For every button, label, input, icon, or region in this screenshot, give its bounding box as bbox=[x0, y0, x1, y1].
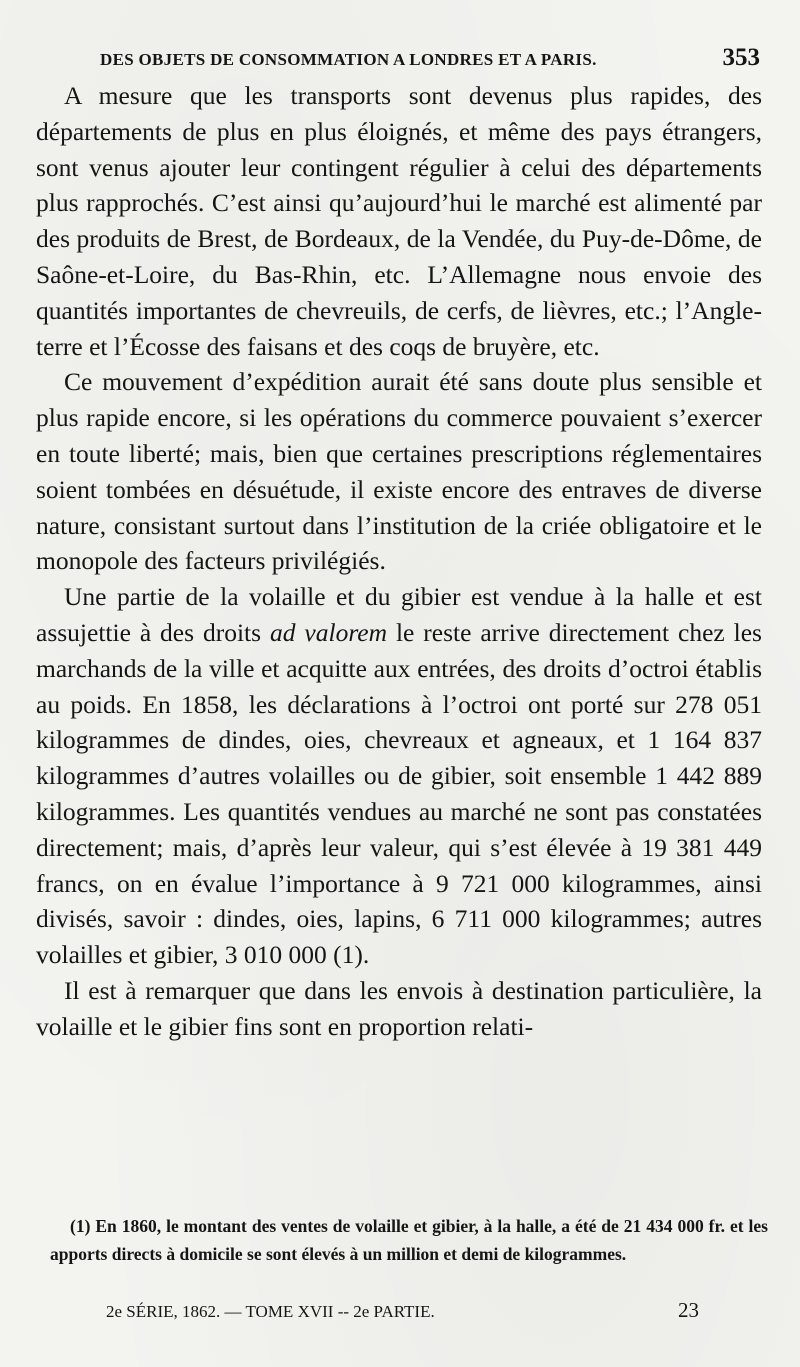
body-text bbox=[36, 78, 762, 1045]
signature-sheet-number: 23 bbox=[678, 1298, 699, 1322]
paragraph-1 bbox=[36, 78, 762, 364]
paragraph-3-text-after: le reste arrive directement chez les marchands de la ville et acquitte aux entrées, des droits d’octroi établis au poids. En 1858, les déclarations à l’octroi ont porté sur 278 051 kilogrammes de dindes, oies, chevreaux et agneaux, et 1 164 837 kilogrammes d’autres volailles ou de gibier, soit ensemble 1 442 889 kilogrammes. Les quantités vendues au marché ne sont pas constatées directement; mais, d’après leur valeur, qui s’est élevée à 19 381 449 francs, on en évalue l’importance à 9 721 000 kilogrammes, ainsi divisés, savoir : dindes, oies, lapins, 6 711 000 kilogrammes; autres volailles et gibier, 3 010 000 (1). bbox=[36, 617, 762, 970]
paragraph-4 bbox=[36, 973, 762, 1045]
paragraph-3-text-before: Une partie de la volaille et du gibier est vendue à la halle et est assujettie à des droits bbox=[36, 582, 762, 647]
footnote-text: (1) En 1860, le montant des ventes de volaille et gibier, à la halle, a été de 21 434 000 fr. et les apports directs à domicile se sont élevés à un million et demi de kilogrammes. bbox=[50, 1216, 768, 1264]
paragraph-4-text: Il est à remarquer que dans les envois à destination particulière, la volaille et le gibier fins sont en proportion relati- bbox=[36, 975, 762, 1041]
signature-series: 2e SÉRIE, 1862. — TOME XVII -- 2e PARTIE. bbox=[106, 1302, 435, 1321]
printer-signature bbox=[106, 1302, 706, 1332]
paragraph-1-text: A mesure que les transports sont devenus plus rapides, des départements de plus en plus éloignés, et même des pays étrangers, sont venus ajouter leur contingent régulier à celui des départements plus rapprochés. C’est ainsi qu’aujourd’hui le marché est alimenté par des produits de Brest, de Bordeaux, de la Vendée, du Puy-de-Dôme, de Saône-et-Loire, du Bas-Rhin, etc. L’Allemagne nous envoie des quantités importantes de chevreuils, de cerfs, de lièvres, etc.; l’Angleterre et l’Écosse des faisans et des coqs de bruyère, etc. bbox=[36, 81, 762, 361]
paragraph-2 bbox=[36, 364, 762, 579]
running-title: DES OBJETS DE CONSOMMATION A LONDRES ET A PARIS. bbox=[100, 50, 597, 69]
footnote bbox=[50, 1212, 768, 1268]
paragraph-2-text: Ce mouvement d’expédition aurait été sans doute plus sensible et plus rapide encore, si les opérations du commerce pouvaient s’exercer en toute liberté; mais, bien que certaines prescriptions réglementaires soient tombées en désuétude, il existe encore des entraves de diverse nature, consistant surtout dans l’institution de la criée obligatoire et le monopole des facteurs privilégiés. bbox=[36, 367, 762, 576]
page-number: 353 bbox=[722, 44, 760, 71]
paragraph-3-emphasis: ad valorem bbox=[270, 617, 388, 647]
paragraph-3 bbox=[36, 579, 762, 973]
running-head bbox=[100, 44, 760, 74]
